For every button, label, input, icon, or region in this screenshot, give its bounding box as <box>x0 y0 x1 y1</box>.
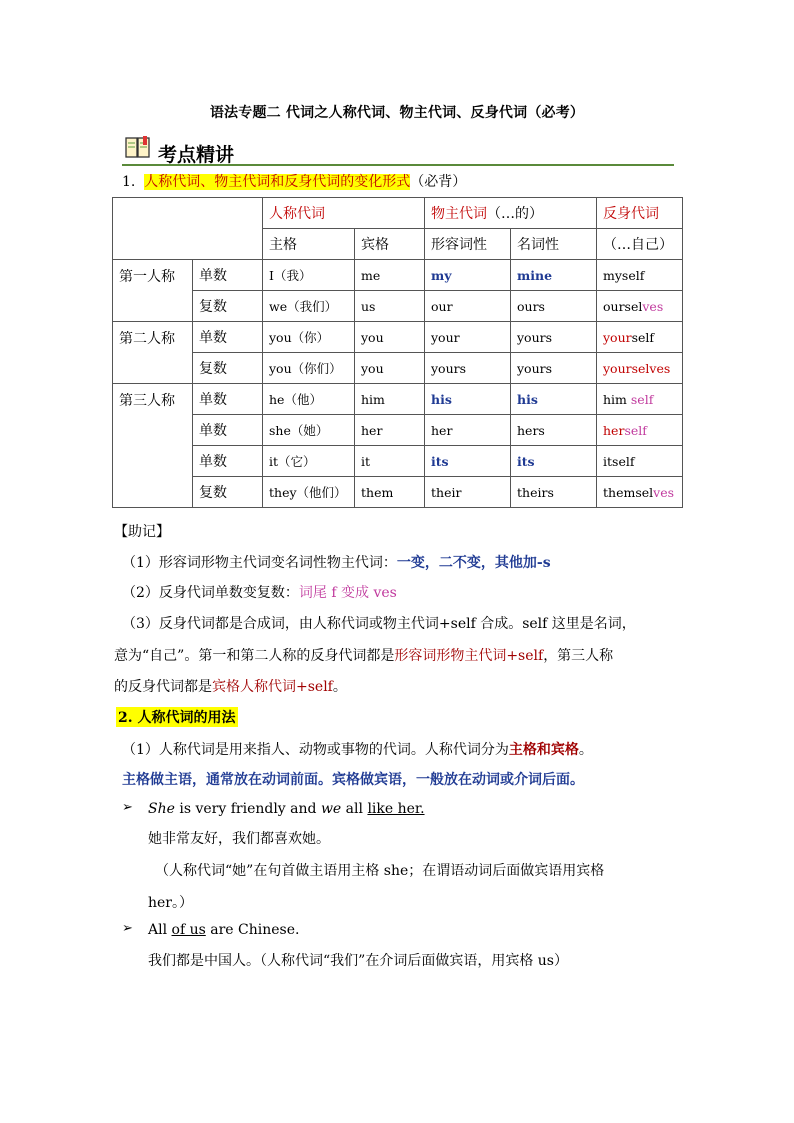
table-row <box>113 353 683 384</box>
reflexive-cell <box>597 415 683 446</box>
table-row <box>113 415 683 446</box>
reflexive-cell <box>597 384 683 415</box>
point2-para-2: 主格做主语，通常放在动词前面。宾格做宾语，一般放在动词或介词后面。 <box>122 772 584 788</box>
bullet-arrow-icon: ➢ <box>122 800 133 815</box>
adj-cell: their <box>425 477 511 508</box>
adj-cell: her <box>425 415 511 446</box>
object-cell: it <box>355 446 425 477</box>
subject-cell: she（她） <box>263 415 355 446</box>
ex2-ofus: of us <box>171 922 206 938</box>
mnemonic-1-bold: 一变，二不变，其他加-s <box>396 555 551 571</box>
noun-cell: his <box>511 384 597 415</box>
table-row <box>113 260 683 291</box>
mnemonic-line-3b <box>114 645 613 665</box>
table-row <box>113 477 683 508</box>
point1-line <box>122 171 466 191</box>
head-possessive <box>425 198 597 229</box>
adj-cell: its <box>425 446 511 477</box>
number-cell: 单数 <box>193 384 263 415</box>
reflexive-cell <box>597 291 683 322</box>
mnemonic-line-3a: （3）反身代词都是合成词，由人称代词或物主代词+self 合成。self 这里是名词， <box>122 616 636 632</box>
head-object: 宾格 <box>355 229 425 260</box>
group-third: 第三人称 <box>113 384 193 508</box>
reflexive-part-a: themsel <box>603 484 654 500</box>
adj-cell: your <box>425 322 511 353</box>
table-row <box>113 322 683 353</box>
document-title: 语法专题二 代词之人称代词、物主代词、反身代词（必考） <box>209 105 585 121</box>
head-noun: 名词性 <box>511 229 597 260</box>
ex1-mid: is very friendly and <box>174 801 321 817</box>
example-1-note-b: her。） <box>148 895 193 911</box>
point1-num: 1. <box>122 174 136 190</box>
example-2-sentence <box>148 922 299 938</box>
mnemonic-2-text: （2）反身代词单数变复数： <box>122 585 299 601</box>
mnemonic-3c-red: 宾格人称代词+self <box>212 679 333 695</box>
reflexive-part-a: myself <box>603 267 645 283</box>
number-cell: 单数 <box>193 415 263 446</box>
head-possessive-label: 物主代词 <box>431 206 487 222</box>
adj-cell: yours <box>425 353 511 384</box>
mnemonic-3b-post: ，第三人称 <box>543 648 614 664</box>
adj-cell: my <box>425 260 511 291</box>
table-row <box>113 384 683 415</box>
mnemonic-line-2 <box>122 582 397 602</box>
number-cell: 单数 <box>193 322 263 353</box>
object-cell: them <box>355 477 425 508</box>
mnemonic-3b-red: 形容词形物主代词+self <box>394 648 544 664</box>
reflexive-cell <box>597 353 683 384</box>
ex1-she: She <box>148 801 175 817</box>
example-2-translation: 我们都是中国人。（人称代词“我们”在介词后面做宾语，用宾格 us） <box>148 953 568 969</box>
object-cell: you <box>355 353 425 384</box>
reflexive-part-a: him <box>603 391 627 407</box>
subject-cell: he（他） <box>263 384 355 415</box>
noun-cell: yours <box>511 353 597 384</box>
head-reflexive: 反身代词 <box>597 198 683 229</box>
ex1-like: like her. <box>367 801 425 817</box>
object-cell: us <box>355 291 425 322</box>
object-cell: me <box>355 260 425 291</box>
noun-cell: ours <box>511 291 597 322</box>
reflexive-cell <box>597 322 683 353</box>
ex2-all: All <box>148 922 172 938</box>
noun-cell: mine <box>511 260 597 291</box>
noun-cell: hers <box>511 415 597 446</box>
mnemonic-1-text: （1）形容词形物主代词变名词性物主代词： <box>122 555 397 571</box>
reflexive-cell <box>597 477 683 508</box>
reflexive-part-a: yourselves <box>603 360 671 376</box>
ex2-rest: are Chinese. <box>205 922 300 938</box>
example-1-sentence <box>148 801 425 817</box>
number-cell: 复数 <box>193 477 263 508</box>
object-cell: her <box>355 415 425 446</box>
reflexive-part-a: her <box>603 422 625 438</box>
reflexive-part-b: self <box>630 391 654 407</box>
reflexive-part-b: self <box>631 329 655 345</box>
reflexive-part-b: ves <box>653 484 675 500</box>
book-icon <box>124 135 152 161</box>
reflexive-part-b: ves <box>642 298 664 314</box>
mnemonic-3c-text: 的反身代词都是 <box>114 679 212 695</box>
group-first: 第一人称 <box>113 260 193 322</box>
mnemonic-title: 【助记】 <box>114 524 170 540</box>
ex1-all: all <box>341 801 368 817</box>
point1-highlight: 人称代词、物主代词和反身代词的变化形式 <box>144 174 411 190</box>
number-cell: 复数 <box>193 291 263 322</box>
point2-heading: 2. 人称代词的用法 <box>116 707 238 727</box>
ex1-we: we <box>320 801 342 817</box>
reflexive-part-a: oursel <box>603 298 643 314</box>
subject-cell: you（你） <box>263 322 355 353</box>
example-1-note-a: （人称代词“她”在句首做主语用主格 she；在谓语动词后面做宾语用宾格 <box>155 863 605 879</box>
subject-cell: they（他们） <box>263 477 355 508</box>
noun-cell: theirs <box>511 477 597 508</box>
point2-p1-post: 。 <box>578 742 593 758</box>
point2-p1-text: （1）人称代词是用来指人、动物或事物的代词。人称代词分为 <box>122 742 509 758</box>
reflexive-part-a: it <box>603 453 613 469</box>
noun-cell: its <box>511 446 597 477</box>
number-cell: 单数 <box>193 260 263 291</box>
group-second: 第二人称 <box>113 322 193 384</box>
adj-cell: our <box>425 291 511 322</box>
number-cell: 复数 <box>193 353 263 384</box>
section-heading <box>122 134 674 166</box>
head-adj: 形容词性 <box>425 229 511 260</box>
bullet-arrow-icon: ➢ <box>122 921 133 936</box>
number-cell: 单数 <box>193 446 263 477</box>
mnemonic-3c-post: 。 <box>332 679 347 695</box>
section-heading-text: 考点精讲 <box>158 144 235 166</box>
head-subject: 主格 <box>263 229 355 260</box>
object-cell: him <box>355 384 425 415</box>
mnemonic-3b-text: 意为“自己”。第一和第二人称的反身代词都是 <box>114 648 395 664</box>
table-corner <box>113 198 263 260</box>
point1-note: （必背） <box>410 174 467 190</box>
object-cell: you <box>355 322 425 353</box>
reflexive-cell <box>597 260 683 291</box>
subject-cell: it（它） <box>263 446 355 477</box>
point2-p1-red: 主格和宾格 <box>508 742 579 758</box>
mnemonic-line-3c <box>114 676 347 696</box>
reflexive-part-b: self <box>624 422 647 438</box>
reflexive-cell <box>597 446 683 477</box>
mnemonic-2-color: 词尾 f 变成 ves <box>298 585 397 601</box>
subject-cell: I（我） <box>263 260 355 291</box>
reflexive-part-a: your <box>603 329 632 345</box>
point2-para-1 <box>122 739 593 759</box>
head-reflexive-note: （…自己） <box>597 229 683 260</box>
pronoun-table <box>112 197 683 508</box>
table-row <box>113 446 683 477</box>
adj-cell: his <box>425 384 511 415</box>
head-personal: 人称代词 <box>263 198 425 229</box>
subject-cell: you（你们） <box>263 353 355 384</box>
noun-cell: yours <box>511 322 597 353</box>
table-row <box>113 291 683 322</box>
subject-cell: we（我们） <box>263 291 355 322</box>
example-1-translation: 她非常友好，我们都喜欢她。 <box>148 831 330 847</box>
reflexive-part-b: self <box>612 453 635 469</box>
head-possessive-note: （…的） <box>487 206 543 222</box>
mnemonic-line-1 <box>122 552 551 572</box>
